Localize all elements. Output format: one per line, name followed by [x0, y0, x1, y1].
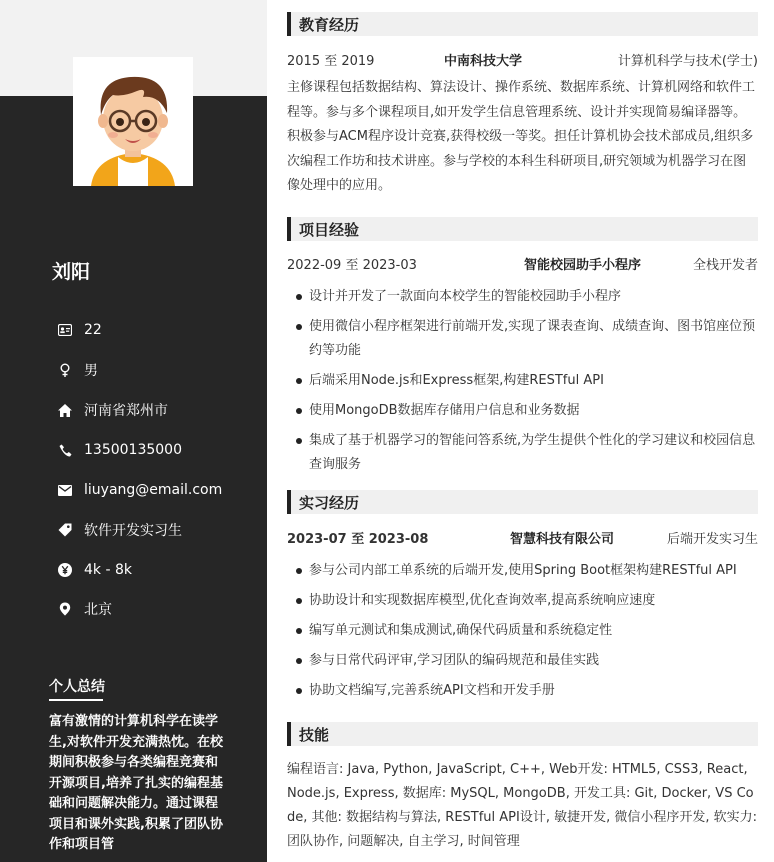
project-bullet: 后端采用Node.js和Express框架,构建RESTful API [287, 369, 758, 393]
internship-bullet: 参与日常代码评审,学习团队的编码规范和最佳实践 [287, 649, 758, 673]
education-date: 2015 至 2019 [287, 54, 375, 69]
project-name: 智能校园助手小程序 [524, 258, 642, 273]
hometown-item [58, 398, 168, 422]
internship-bullet: 协助文档编写,完善系统API文档和开发手册 [287, 679, 758, 703]
internship-row [287, 528, 758, 548]
project-role: 全栈开发者 [692, 258, 758, 273]
education-description: 主修课程包括数据结构、算法设计、操作系统、数据库系统、计算机网络和软件工程等。参与多个课程项目,如开发学生信息管理系统、设计并实现简易编译器等。积极参与ACM程序设计竞赛,获得校级一等奖。担任计算机协会技术部成员,组织多次编程工作坊和技术讲座。参与学校的本科生科研项目,研究领域为机器学习在图像处理中的应用。 [287, 80, 756, 193]
internship-bullet: 参与公司内部工单系统的后端开发,使用Spring Boot框架构建RESTful API [287, 559, 758, 583]
gender-item [58, 358, 98, 382]
education-section-header [287, 12, 758, 36]
project-bullet: 集成了基于机器学习的智能问答系统,为学生提供个性化的学习建议和校园信息查询服务 [287, 429, 758, 477]
internship-role: 后端开发实习生 [666, 532, 758, 547]
id-card-icon [58, 323, 72, 337]
age-value: 22 [84, 322, 102, 338]
location-icon [58, 602, 72, 616]
phone-item [58, 438, 182, 462]
internship-bullet: 编写单元测试和集成测试,确保代码质量和系统稳定性 [287, 619, 758, 643]
job-intent-value: 软件开发实习生 [84, 523, 182, 539]
education-school: 中南科技大学 [444, 54, 523, 69]
yen-icon [58, 563, 72, 577]
project-row [287, 254, 758, 274]
project-bullet: 设计并开发了一款面向本校学生的智能校园助手小程序 [287, 285, 758, 309]
hometown-value: 河南省郑州市 [84, 403, 168, 419]
email-item [58, 478, 222, 502]
internship-bullet: 协助设计和实现数据库模型,优化查询效率,提高系统响应速度 [287, 589, 758, 613]
internship-date: 2023-07 至 2023-08 [287, 532, 429, 547]
profile-name: 刘阳 [52, 261, 91, 283]
project-section-header [287, 217, 758, 241]
education-row [287, 50, 758, 70]
internship-bullets [287, 559, 758, 703]
project-bullet: 使用微信小程序框架进行前端开发,实现了课表查询、成绩查询、图书馆座位预约等功能 [287, 315, 758, 363]
education-major: 计算机科学与技术(学士) [617, 54, 758, 69]
tag-icon [58, 523, 72, 537]
gender-value: 男 [84, 363, 98, 379]
home-icon [58, 403, 72, 417]
summary-text: 富有激情的计算机科学在读学生,对软件开发充满热忱。在校期间积极参与各类编程竞赛和开源项目,培养了扎实的编程基础和问题解决能力。通过课程项目和课外实践,积累了团队协作和项目管 [49, 714, 223, 852]
internship-section-header [287, 490, 758, 514]
phone-value: 13500135000 [84, 442, 182, 458]
salary-value: 4k - 8k [84, 562, 132, 578]
project-date: 2022-09 至 2023-03 [287, 258, 417, 273]
city-value: 北京 [84, 602, 112, 618]
age-item [58, 318, 102, 342]
email-value: liuyang@email.com [84, 482, 223, 498]
gender-icon [58, 363, 72, 377]
skills-text: 编程语言: Java, Python, JavaScript, C++, Web开发: HTML5, CSS3, React, Node.js, Express, 数据库: MySQL, MongoDB, 开发工具: Git, Docker, VS Code, 其他: 数据结构与算法, RESTful API设计, 敏捷开发, 微信小程序开发, 软实力: 团队协作, 问题解决, 自主学习, 时间管理 [287, 762, 758, 849]
sidebar [0, 0, 267, 862]
city-item [58, 597, 112, 621]
salary-item [58, 558, 132, 582]
project-bullets [287, 285, 758, 477]
project-bullet: 使用MongoDB数据库存储用户信息和业务数据 [287, 399, 758, 423]
project-title: 项目经验 [299, 221, 360, 239]
skills-section-header [287, 722, 758, 746]
phone-icon [58, 443, 72, 457]
avatar [73, 57, 193, 186]
internship-company: 智慧科技有限公司 [510, 532, 615, 547]
internship-title: 实习经历 [299, 494, 360, 512]
summary-title: 个人总结 [49, 679, 105, 695]
mail-icon [58, 483, 72, 497]
skills-title: 技能 [299, 726, 330, 744]
job-intent-item [58, 518, 182, 542]
education-title: 教育经历 [299, 16, 360, 34]
summary-underline [49, 699, 103, 701]
